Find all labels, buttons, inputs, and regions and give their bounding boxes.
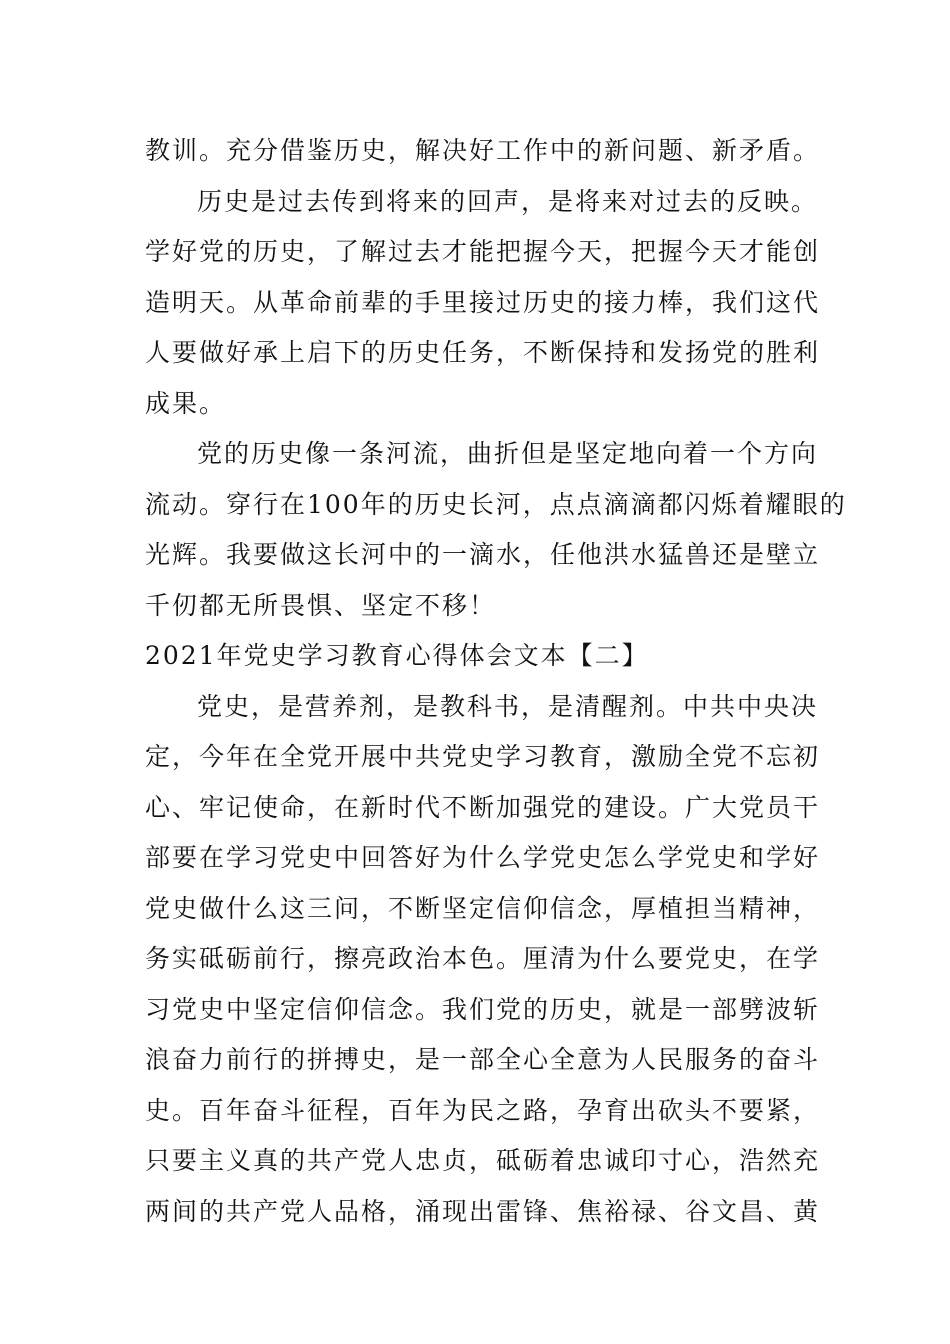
text-line: 千仞都无所畏惧、坚定不移！ <box>145 590 497 620</box>
text-line: 务实砥砺前行，擦亮政治本色。厘清为什么要党史，在学 <box>145 944 821 973</box>
text-line: 人要做好承上启下的历史任务，不断保持和发扬党的胜利 <box>145 338 821 367</box>
text-line: 成果。 <box>145 388 227 418</box>
text-line: 党史做什么这三问，不断坚定信仰信念，厚植担当精神， <box>145 893 821 923</box>
text-line: 教训。充分借鉴历史，解决好工作中的新问题、新矛盾。 <box>145 136 821 165</box>
paragraph-first-line: 历史是过去传到将来的回声，是将来对过去的反映。 <box>197 186 819 216</box>
paragraph-first-line: 党史，是营养剂，是教科书，是清醒剂。中共中央决 <box>197 691 819 721</box>
document-body <box>145 126 847 1237</box>
paragraph-first-line: 党的历史像一条河流，曲折但是坚定地向着一个方向 <box>197 439 819 468</box>
text-line: 史。百年奋斗征程，百年为民之路，孕育出砍头不要紧， <box>145 1095 821 1125</box>
text-line: 造明天。从革命前辈的手里接过历史的接力棒，我们这代 <box>145 287 821 317</box>
text-line: 只要主义真的共产党人忠贞，砥砺着忠诚印寸心，浩然充 <box>145 1146 821 1175</box>
text-line: 习党史中坚定信仰信念。我们党的历史，就是一部劈波斩 <box>145 994 821 1024</box>
text-line: 浪奋力前行的拼搏史，是一部全心全意为人民服务的奋斗 <box>145 1045 821 1074</box>
text-line: 定，今年在全党开展中共党史学习教育，激励全党不忘初 <box>145 742 821 771</box>
text-line: 流动。穿行在100年的历史长河，点点滴滴都闪烁着耀眼的 <box>145 489 847 519</box>
text-line: 部要在学习党史中回答好为什么学党史怎么学党史和学好 <box>145 843 821 872</box>
text-line: 两间的共产党人品格，涌现出雷锋、焦裕禄、谷文昌、黄 <box>145 1196 821 1226</box>
text-line: 光辉。我要做这长河中的一滴水，任他洪水猛兽还是壁立 <box>145 540 821 569</box>
section-heading: 2021年党史学习教育心得体会文本【二】 <box>145 641 649 670</box>
text-line: 学好党的历史，了解过去才能把握今天，把握今天才能创 <box>145 237 821 266</box>
text-line: 心、牢记使命，在新时代不断加强党的建设。广大党员干 <box>145 792 821 822</box>
